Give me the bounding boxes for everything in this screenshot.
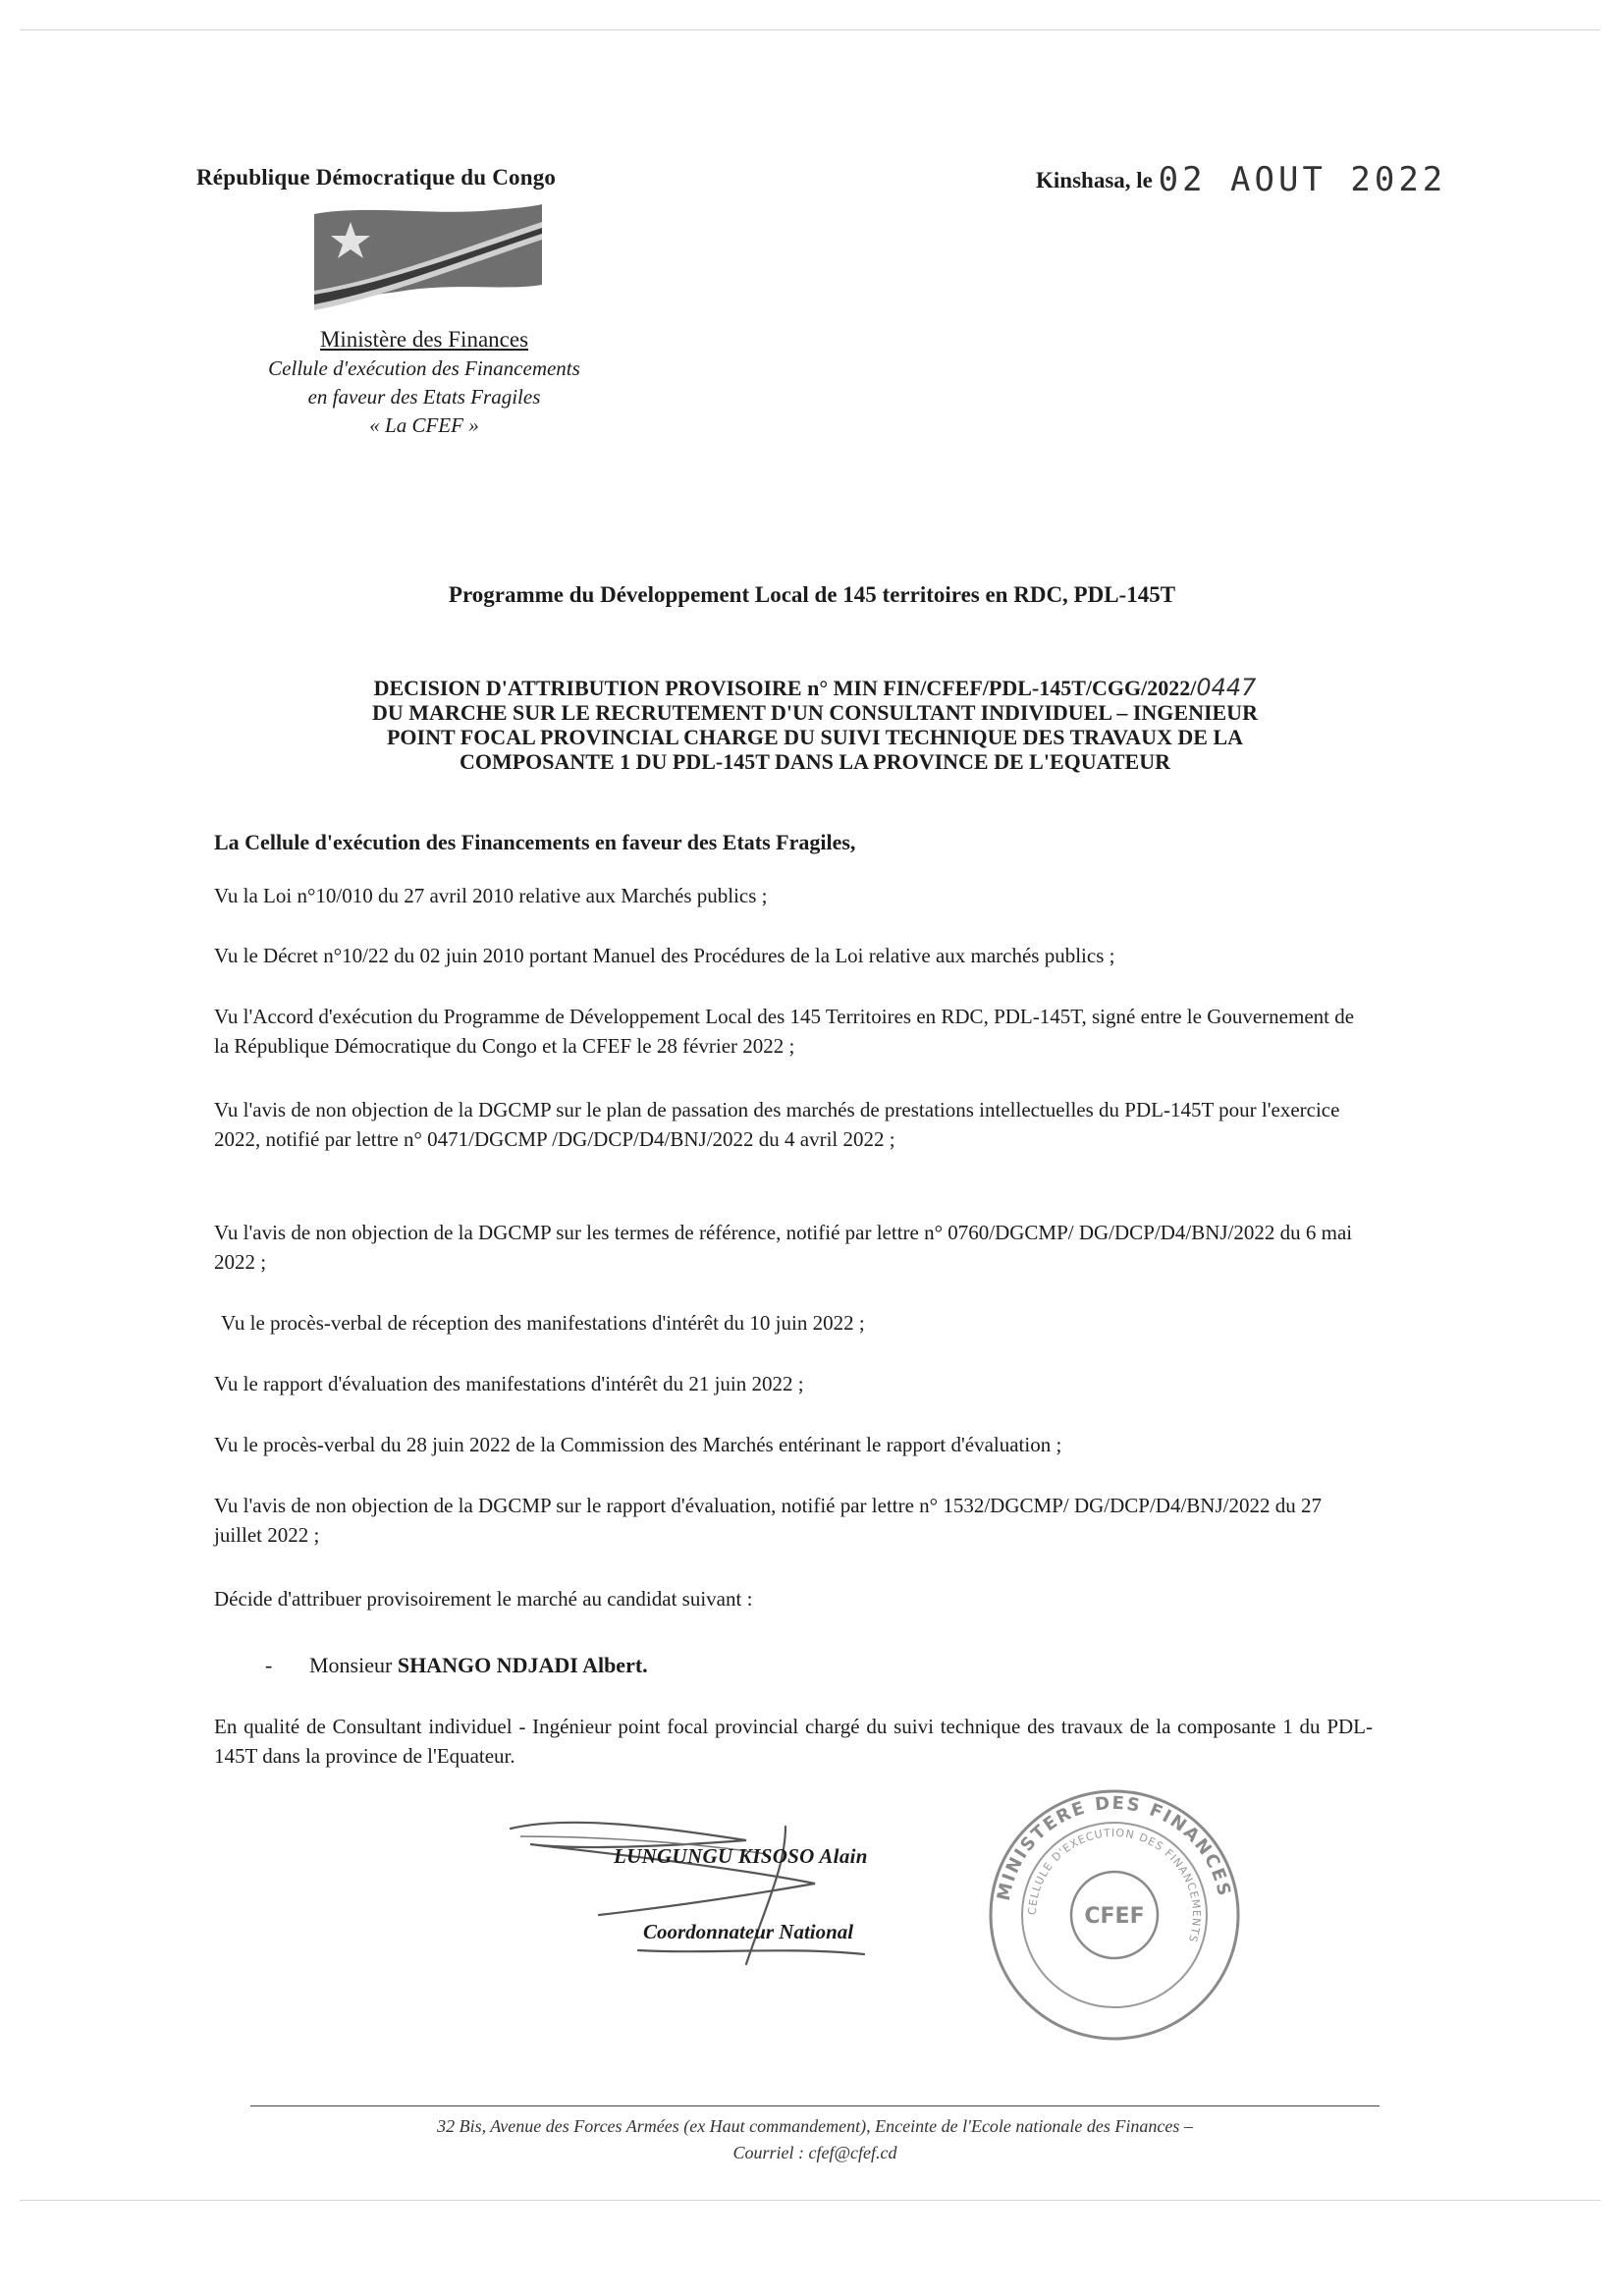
date-line [1036, 160, 1446, 199]
footer-address [226, 2113, 1404, 2166]
decision-line-1: DECISION D'ATTRIBUTION PROVISOIRE n° MIN FIN/CFEF/PDL-145T/CGG/2022/0447 [373, 674, 1257, 701]
cell-line-2: en faveur des Etats Fragiles [307, 385, 541, 409]
svg-text:CELLULE D'EXECUTION DES FINANC: CELLULE D'EXECUTION DES FINANCEMENTS [1025, 1826, 1204, 1945]
paragraph-non-objection: Vu l'avis de non objection de la DGCMP sur le rapport d'évaluation, notifié par lettre n° 1532/DGCMP/ DG/DCP/D4/BNJ/2022 du 27 juillet 2022 ; [214, 1494, 1322, 1547]
official-seal [982, 1782, 1247, 2048]
scan-edge-top [20, 29, 1600, 30]
signatory-title: Coordonnateur National [643, 1920, 854, 1943]
footer-line-1: 32 Bis, Avenue des Forces Armées (ex Haut commandement), Enceinte de l'Ecole nationale des Finances – [437, 2116, 1193, 2136]
paragraph-terms: Vu l'avis de non objection de la DGCMP sur les termes de référence, notifié par lettre n° 0760/DGCMP/ DG/DCP/D4/BNJ/2022 du 6 mai 2022 ; [214, 1221, 1353, 1274]
paragraph-commission: Vu le procès-verbal du 28 juin 2022 de la Commission des Marchés entérinant le rapport d'évaluation ; [214, 1433, 1062, 1456]
paragraph-decree: Vu le Décret n°10/22 du 02 juin 2010 portant Manuel des Procédures de la Loi relative aux marchés publics ; [214, 944, 1115, 967]
paragraph-qualification: En qualité de Consultant individuel - Ingénieur point focal provincial chargé du suivi technique des travaux de la composante 1 du PDL-145T dans la province de l'Equateur. [214, 1715, 1373, 1768]
decision-line-4: COMPOSANTE 1 DU PDL-145T DANS LA PROVINCE DE L'EQUATEUR [459, 749, 1171, 774]
paragraph-evaluation: Vu le rapport d'évaluation des manifestations d'intérêt du 21 juin 2022 ; [214, 1372, 804, 1395]
seal-center-text: CFEF [1084, 1904, 1145, 1929]
handwritten-signature [491, 1807, 982, 1984]
paragraph-decision: Décide d'attribuer provisoirement le marché au candidat suivant : [214, 1587, 753, 1611]
decision-title [177, 676, 1453, 774]
beneficiary: - Monsieur SHANGO NDJADI Albert. [265, 1653, 648, 1677]
footer-divider [250, 2105, 1380, 2106]
cell-acronym: « La CFEF » [369, 413, 479, 437]
programme-title: Programme du Développement Local de 145 territoires en RDC, PDL-145T [448, 582, 1176, 607]
intro-line: La Cellule d'exécution des Financements en faveur des Etats Fragiles, [214, 830, 856, 854]
svg-text:MINISTERE DES FINANCES: MINISTERE DES FINANCES [993, 1792, 1235, 1903]
decision-line-2: DU MARCHE SUR LE RECRUTEMENT D'UN CONSULTANT INDIVIDUEL – INGENIEUR [372, 700, 1258, 725]
handwritten-number: 0447 [1196, 674, 1257, 701]
ministry-name: Ministère des Finances [319, 327, 529, 352]
beneficiary-name: SHANGO NDJADI Albert. [397, 1653, 648, 1677]
scan-edge-bottom [20, 2200, 1600, 2201]
paragraph-law: Vu la Loi n°10/010 du 27 avril 2010 relative aux Marchés publics ; [214, 884, 768, 907]
date-stamp: 02 AOUT 2022 [1158, 160, 1447, 199]
signatory-name: LUNGUNGU KISOSO Alain [614, 1844, 868, 1868]
paragraph-agreement: Vu l'Accord d'exécution du Programme de Développement Local des 145 Territoires en RDC, PDL-145T, signé entre le Gouvernement de la République Démocratique du Congo et la CFEF le 28 février 2022 ; [214, 1005, 1355, 1058]
flag-logo [306, 200, 547, 318]
beneficiary-title: Monsieur [309, 1653, 393, 1677]
paragraph-plan: Vu l'avis de non objection de la DGCMP sur le plan de passation des marchés de prestations intellectuelles du PDL-145T pour l'exercice 2022, notifié par lettre n° 0471/DGCMP /DG/DCP/D4/BNJ/2022 du 4 avril 2022 ; [214, 1098, 1340, 1151]
cell-line-1: Cellule d'exécution des Financements [268, 356, 580, 380]
country-name: République Démocratique du Congo [196, 165, 557, 190]
decision-line-3: POINT FOCAL PROVINCIAL CHARGE DU SUIVI TECHNIQUE DES TRAVAUX DE LA [386, 725, 1244, 749]
footer-line-2: Courriel : cfef@cfef.cd [732, 2143, 897, 2162]
paragraph-reception: Vu le procès-verbal de réception des manifestations d'intérêt du 10 juin 2022 ; [221, 1311, 865, 1335]
ministry-block [228, 324, 621, 440]
date-prefix: Kinshasa, le [1036, 168, 1153, 192]
